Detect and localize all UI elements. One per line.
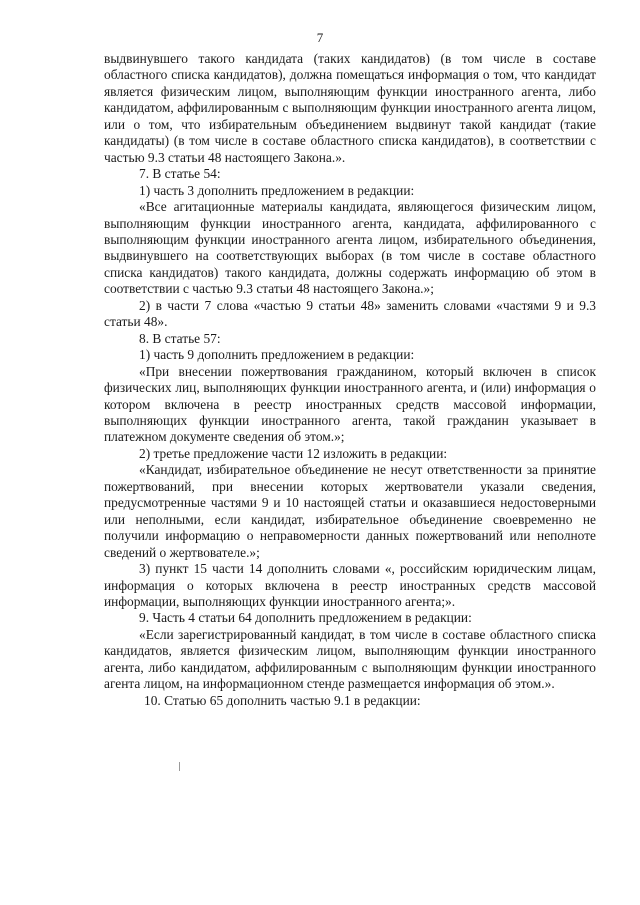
paragraph: 2) третье предложение части 12 изложить в редакции: bbox=[139, 445, 448, 461]
paragraph: 1) часть 9 дополнить предложением в редакции: bbox=[139, 347, 415, 363]
paragraph: «При внесении пожертвования гражданином, который включен в список физических лиц, выполняющих функции иностранного агента, и (или) информация о котором включена в реестр иностранных средств массовой информации, выполняющих функции иностранного агента, такой гражданин указывает в платежном документе сведения об этом.»; bbox=[104, 363, 596, 445]
paragraph: 2) в части 7 слова «частью 9 статьи 48» заменить словами «частями 9 и 9.3 статьи 48». bbox=[104, 297, 596, 330]
scan-artifact bbox=[179, 762, 180, 771]
paragraph: «Кандидат, избирательное объединение не несут ответственности за принятие пожертвований, при внесении которых жертвователи указали сведения, предусмотренные частями 9 и 10 настоящей статьи и оказавшиеся недостоверными или неполными, если кандидат, избирательное объединение своевременно не получили информацию о неправомерности данных пожертвований или неполноте сведений о жертвователе.»; bbox=[104, 462, 596, 560]
paragraph: 8. В статье 57: bbox=[139, 330, 221, 346]
paragraph: «Если зарегистрированный кандидат, в том числе в составе областного списка кандидатов, является физическим лицом, выполняющим функции иностранного агента, либо кандидатом, аффилированным с выполняющим функции иностранного агента лицом, на информационном стенде размещается информация об этом.». bbox=[104, 626, 596, 692]
paragraph: 1) часть 3 дополнить предложением в редакции: bbox=[139, 182, 415, 198]
paragraph: 10. Статью 65 дополнить частью 9.1 в редакции: bbox=[144, 692, 421, 708]
paragraph: 7. В статье 54: bbox=[139, 166, 221, 182]
paragraph: 9. Часть 4 статьи 64 дополнить предложением в редакции: bbox=[139, 610, 472, 626]
paragraph: 3) пункт 15 части 14 дополнить словами «, российским юридическим лицам, информация о которых включена в реестр иностранных средств массовой информации, выполняющих функции иностранного агента;». bbox=[104, 561, 596, 609]
paragraph: выдвинувшего такого кандидата (таких кандидатов) (в том числе в составе областного списка кандидатов), должна помещаться информация о том, что кандидат является физическим лицом, выполняющим функции иностранного агента, либо кандидатом, аффилированным с выполняющим функции иностранного агента лицом, или о том, что избирательным объединением выдвинут такой кандидат (такие кандидаты) (в том числе в составе областного списка кандидатов), в соответствии с частью 9.3 статьи 48 настоящего Закона.». bbox=[104, 51, 596, 165]
page-number: 7 bbox=[316, 30, 324, 45]
document-body bbox=[104, 51, 596, 709]
paragraph: «Все агитационные материалы кандидата, являющегося физическим лицом, выполняющим функции иностранного агента, кандидата, аффилированного с выполняющим функции иностранного агента лицом, избирательного объединения, выдвинувшего на соответствующих выборах (в том числе в составе областного списка кандидатов) такого кандидата, должны содержать информацию об этом в соответствии с частью 9.3 статьи 48 настоящего Закона.»; bbox=[104, 199, 596, 297]
